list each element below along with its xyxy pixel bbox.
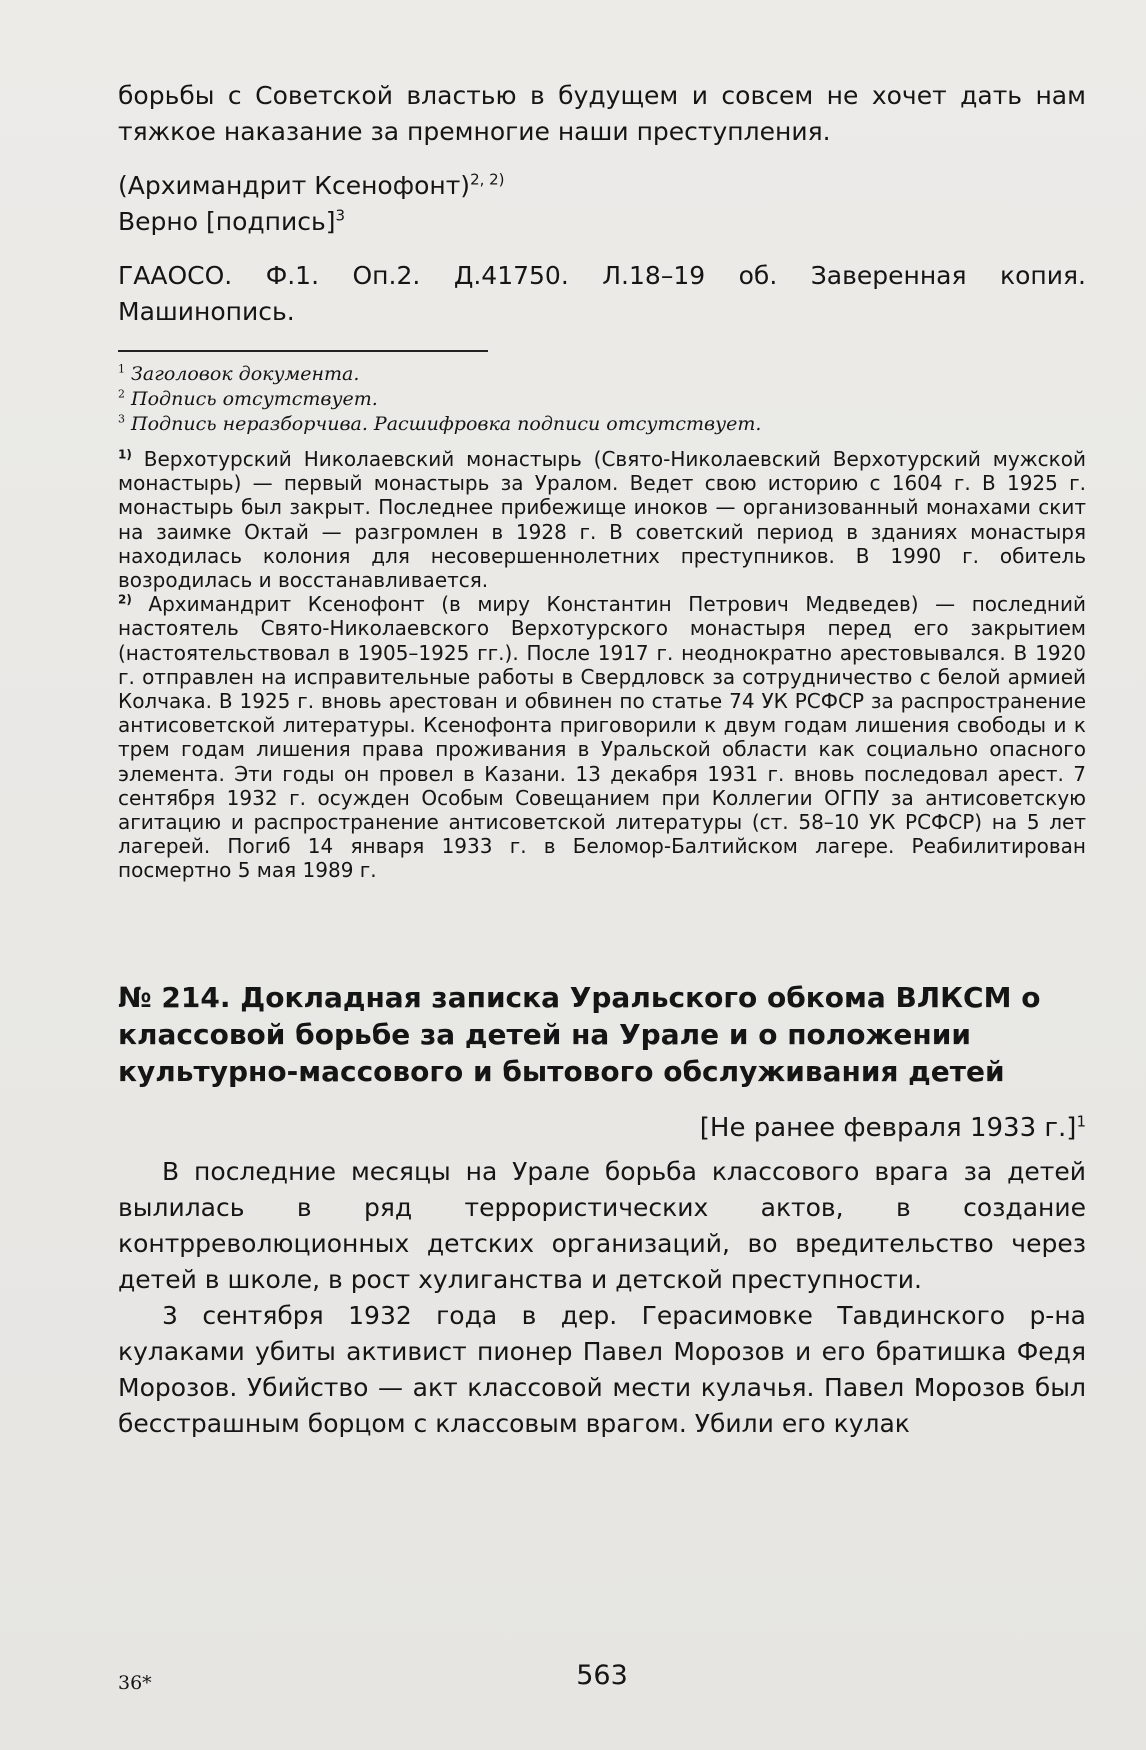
body-paragraph-1: В последние месяцы на Урале борьба классового врага за детей вылилась в ряд террористических актов, в создание контрреволюционных детских организаций, во вредительство через детей в школе, в рост хулиганства и детской преступности.: [118, 1156, 1086, 1294]
page-footer: [118, 1660, 1086, 1700]
body-paragraph-2: 3 сентября 1932 года в дер. Герасимовке Тавдинского р-на кулаками убиты активист пионер Павел Морозов и его братишка Федя Морозов. Убийство — акт классовой мести кулачья. Павел Морозов был бесстрашным борцом с классовым врагом. Убили его кулак: [118, 1300, 1086, 1438]
signature-name: (Архимандрит Ксенофонт)$^{2, 2)}$: [118, 170, 505, 200]
page-number: 563: [576, 1660, 628, 1691]
footnote-3: $^3$ Подпись неразборчива. Расшифровка подписи отсутствует.: [118, 412, 762, 435]
archive-reference: ГААОСО. Ф.1. Оп.2. Д.41750. Л.18–19 об. Заверенная копия. Машинопись.: [118, 261, 1086, 326]
signature-mark: 36*: [118, 1672, 152, 1694]
signature-verify: Верно [подпись]$^3$: [118, 206, 346, 236]
editorial-notes: [118, 447, 1086, 883]
page-content: [118, 78, 1086, 1442]
footnote-2: $^2$ Подпись отсутствует.: [118, 387, 378, 410]
footnote-1: $^1$ Заголовок документа.: [118, 362, 360, 385]
continued-text: борьбы с Советской властью в будущем и совсем не хочет дать нам тяжкое наказание за премногие наши преступления.: [118, 81, 1086, 146]
document-heading: № 214. Докладная записка Уральского обкома ВЛКСМ о классовой борьбе за детей на Урале и о положении культурно-массового и бытового обслуживания детей: [118, 980, 1041, 1088]
signature-verify-sup: 3: [335, 206, 346, 225]
document-date-sup: 1: [1076, 1112, 1086, 1130]
editorial-note-1: $^{1)}$ Верхотурский Николаевский монастырь (Свято-Николаевский Верхотурский мужской монастырь) — первый монастырь за Уралом. Ведет свою историю с 1604 г. В 1925 г. монастырь был закрыт. Последнее прибежище иноков — организованный монахами скит на заимке Октай — разгромлен в 1928 г. В советский период в зданиях монастыря находилась колония для несовершеннолетних преступников. В 1990 г. обитель возродилась и восстанавливается.: [118, 447, 1086, 593]
footnote-divider: [118, 350, 488, 352]
signature-name-sup: 2, 2): [470, 170, 505, 189]
document-date: [Не ранее февраля 1933 г.]$^1$: [699, 1112, 1086, 1143]
editorial-note-2: $^{2)}$ Архимандрит Ксенофонт (в миру Константин Петрович Медведев) — последний настоятель Свято-Николаевского Верхотурского монастыря перед его закрытием (настоятельствовал в 1905–1925 гг.). После 1917 г. неоднократно арестовывался. В 1920 г. отправлен на исправительные работы в Свердловск за сотрудничество с белой армией Колчака. В 1925 г. вновь арестован и обвинен по статье 74 УК РСФСР за распространение антисоветской литературы. Ксенофонта приговорили к двум годам лишения свободы и к трем годам лишения права проживания в Уральской области как социально опасного элемента. Эти годы он провел в Казани. 13 декабря 1931 г. вновь последовал арест. 7 сентября 1932 г. осужден Особым Совещанием при Коллегии ОГПУ за антисоветскую агитацию и распространение антисоветской литературы (ст. 58–10 УК РСФСР) на 5 лет лагерей. Погиб 14 января 1933 г. в Беломор-Балтийском лагере. Реабилитирован посмертно 5 мая 1989 г.: [118, 592, 1086, 883]
